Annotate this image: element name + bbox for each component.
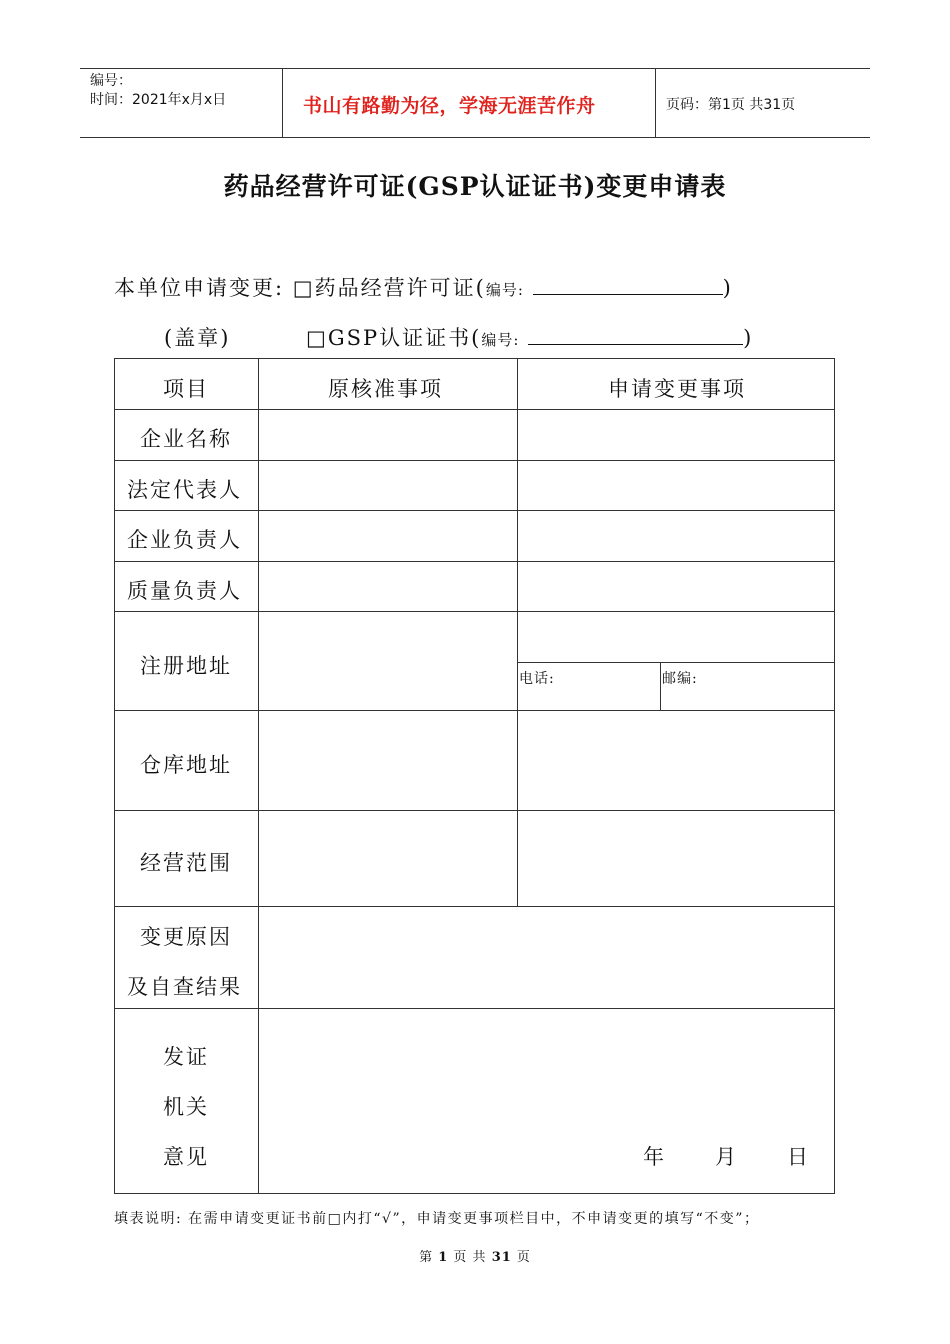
gsp-number-field[interactable] xyxy=(528,343,743,345)
col-divider xyxy=(517,359,518,906)
authority-label-line1: 发证 xyxy=(163,1045,209,1069)
row-divider xyxy=(115,561,835,562)
page-header xyxy=(80,68,870,138)
option2-checkbox[interactable]: □ xyxy=(306,326,328,350)
reason-label-line2: 及自查结果 xyxy=(127,975,242,999)
fill-instructions: 填表说明: 在需申请变更证书前□内打“√”，申请变更事项栏目中，不申请变更的填写“不变”； xyxy=(114,1211,760,1227)
row-divider xyxy=(115,510,835,511)
row-divider xyxy=(115,611,835,612)
postcode-label: 邮编: xyxy=(662,671,698,687)
unit-label: 本单位申请变更: xyxy=(114,276,285,300)
apply-line-2b xyxy=(306,322,753,352)
header-motto: 书山有路勤为径，学海无涯苦作舟 xyxy=(303,95,596,117)
apply-line-2 xyxy=(164,322,230,352)
row-label-company-head: 企业负责人 xyxy=(127,528,242,552)
option1-checkbox[interactable]: □ xyxy=(292,276,315,300)
footer-suffix: 页 xyxy=(516,1250,531,1265)
date-month: 月 xyxy=(715,1145,738,1169)
close-paren-2: ) xyxy=(743,326,754,350)
phone-label: 电话: xyxy=(519,671,555,687)
footer-total-pages: 31 xyxy=(491,1250,512,1265)
number-label-2: 编号: xyxy=(481,331,520,349)
date-day: 日 xyxy=(787,1145,810,1169)
row-divider xyxy=(115,460,835,461)
footer-middle: 页 共 xyxy=(453,1250,487,1265)
row-divider-sub xyxy=(517,662,835,663)
row-divider xyxy=(115,710,835,711)
date-year: 年 xyxy=(643,1145,666,1169)
footer-page-number: 1 xyxy=(438,1250,449,1265)
footer-prefix: 第 xyxy=(419,1250,434,1265)
application-table xyxy=(114,358,835,1194)
row-divider xyxy=(115,1008,835,1009)
authority-label-line3: 意见 xyxy=(163,1145,209,1169)
col-header-original: 原核准事项 xyxy=(328,377,443,401)
reason-label-line1: 变更原因 xyxy=(140,925,232,949)
license-number-field[interactable] xyxy=(533,293,723,295)
col-divider xyxy=(258,359,259,1194)
number-label: 编号: xyxy=(485,281,524,299)
col-divider-sub xyxy=(660,662,661,710)
row-divider xyxy=(115,810,835,811)
row-label-warehouse-address: 仓库地址 xyxy=(140,753,232,777)
row-label-legal-rep: 法定代表人 xyxy=(127,478,242,502)
row-label-quality-head: 质量负责人 xyxy=(127,579,242,603)
option2-label: GSP认证证书( xyxy=(327,326,482,350)
page-footer xyxy=(0,1246,950,1265)
page-title: 药品经营许可证(GSP认证证书)变更申请表 xyxy=(223,172,727,201)
close-paren: ) xyxy=(722,276,733,300)
row-label-business-scope: 经营范围 xyxy=(140,851,232,875)
time-label: 时间：2021年x月x日 xyxy=(90,92,227,108)
row-divider xyxy=(115,409,835,410)
authority-label-line2: 机关 xyxy=(163,1095,209,1119)
header-motto-box xyxy=(282,69,656,137)
apply-line-1 xyxy=(114,272,733,302)
header-page-info: 页码：第1页 共31页 xyxy=(666,97,796,113)
header-meta xyxy=(80,69,280,137)
col-header-item: 项目 xyxy=(163,377,209,401)
row-label-reg-address: 注册地址 xyxy=(140,654,232,678)
row-label-company-name: 企业名称 xyxy=(140,427,232,451)
option1-label: 药品经营许可证( xyxy=(314,276,486,300)
stamp-label: (盖章) xyxy=(164,326,231,350)
col-header-change: 申请变更事项 xyxy=(608,377,746,401)
row-divider xyxy=(115,906,835,907)
serial-label: 编号： xyxy=(90,73,132,89)
